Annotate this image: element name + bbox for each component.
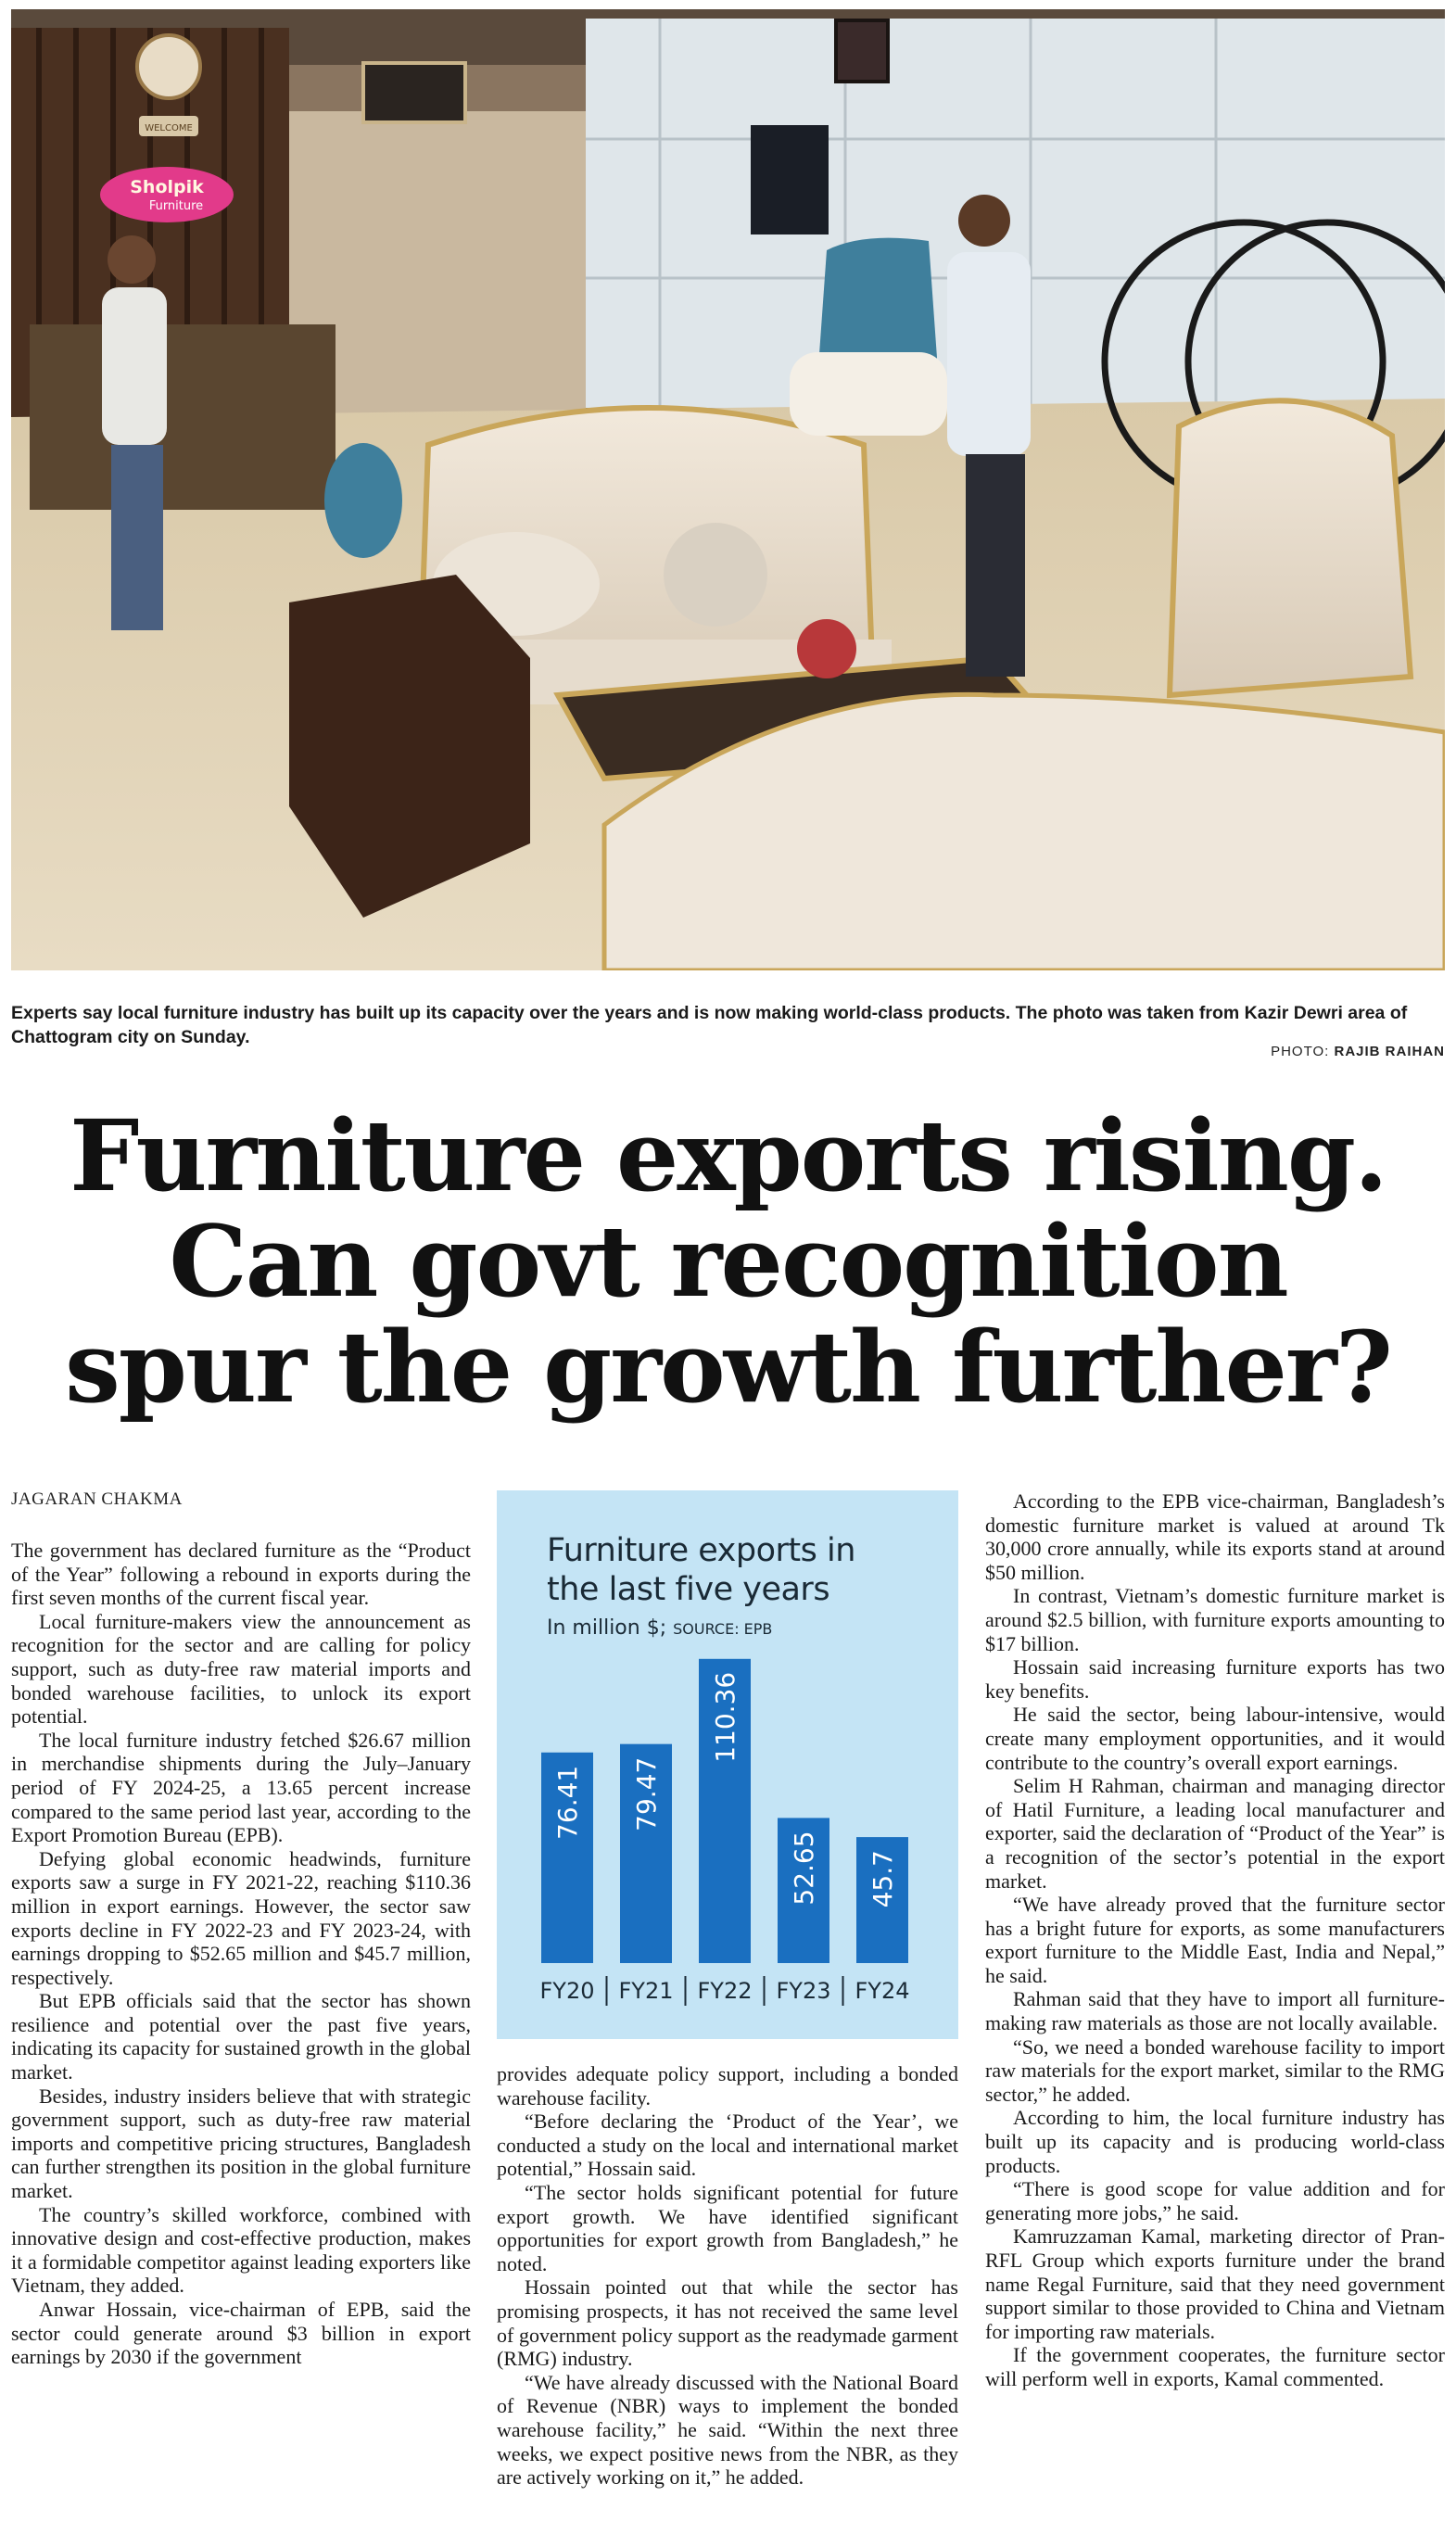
paragraph: According to him, the local furniture industry has built up its capacity and is producing world-class products. — [985, 2106, 1445, 2177]
paragraph: Anwar Hossain, vice-chairman of EPB, said the sector could generate around $3 billion in export earnings by 2030 if the government — [11, 2298, 471, 2369]
paragraph: Local furniture-makers view the announcement as recognition for the sector and are calling for policy support, such as duty-free raw material imports and bonded warehouse facilities, to unlock its export potential. — [11, 1609, 471, 1729]
bar-value-label: 110.36 — [710, 1671, 741, 1763]
bar-value-label: 79.47 — [631, 1756, 662, 1831]
chart-unit-label: In million $; — [547, 1616, 667, 1640]
paragraph: The government has declared furniture as the “Product of the Year” following a rebound in exports during the first seven months of the current fiscal year. — [11, 1539, 471, 1610]
paragraph: Rahman said that they have to import all furniture-making raw materials as those are not locally available. — [985, 1987, 1445, 2035]
paragraph: Hossain said increasing furniture exports has two key benefits. — [985, 1655, 1445, 1703]
store-brand-text: Sholpik — [130, 177, 204, 197]
photo-credit-name: RAJIB RAIHAN — [1334, 1044, 1445, 1059]
chart-source-label: SOURCE: EPB — [673, 1620, 773, 1638]
paragraph: “So, we need a bonded warehouse facility to import raw materials for the export market, similar to the RMG sector,” he added. — [985, 2034, 1445, 2106]
paragraph: He said the sector, being labour-intensive, would create many employment opportunities, and it would contribute to the country’s overall export earnings. — [985, 1703, 1445, 1774]
article-column-3 — [985, 1489, 1445, 2391]
bar-value-label: 52.65 — [789, 1831, 819, 1906]
exports-chart-panel — [497, 1490, 958, 2039]
store-brand-sub-text: Furniture — [148, 199, 204, 213]
x-tick-label: FY23 — [776, 1978, 831, 2004]
paragraph: According to the EPB vice-chairman, Bangladesh’s domestic furniture market is valued at around Tk 30,000 crore annually, while its exports stand at around $50 million. — [985, 1489, 1445, 1584]
paragraph: “We have already proved that the furniture sector has a bright future for exports, as some manufacturers export furniture to the Middle East, India and Nepal,” he said. — [985, 1893, 1445, 1987]
headline-line-1: Furniture exports rising. — [70, 1097, 1386, 1213]
article-column-2 — [497, 2062, 958, 2490]
article-column-1 — [11, 1539, 471, 2369]
chart-title-line-2: the last five years — [547, 1571, 830, 1608]
paragraph: If the government cooperates, the furniture sector will perform well in exports, Kamal commented. — [985, 2343, 1445, 2390]
paragraph: provides adequate policy support, including a bonded warehouse facility. — [497, 2062, 958, 2110]
headline-line-3: spur the growth further? — [65, 1309, 1391, 1425]
paragraph: Kamruzzaman Kamal, marketing director of Pran-RFL Group which exports furniture under the brand name Regal Furniture, said that they need government support similar to those provided to China and Vietnam for importing raw materials. — [985, 2224, 1445, 2343]
paragraph: Hossain pointed out that while the sector has promising prospects, it has not received the same level of government policy support as the readymade garment (RMG) industry. — [497, 2275, 958, 2371]
welcome-sign-text: WELCOME — [145, 123, 193, 133]
paragraph: “There is good scope for value addition and for generating more jobs,” he said. — [985, 2177, 1445, 2224]
paragraph: “Before declaring the ‘Product of the Year’, we conducted a study on the local and international market potential,” Hossain said. — [497, 2110, 958, 2181]
paragraph: The country’s skilled workforce, combined with innovative design and cost-effective production, makes it a formidable competitor against leading exporters like Vietnam, they added. — [11, 2202, 471, 2298]
showroom-photo-art — [11, 9, 1445, 970]
showroom-photo — [11, 9, 1445, 970]
paragraph: In contrast, Vietnam’s domestic furniture market is around $2.5 billion, with furniture exports amounting to $17 billion. — [985, 1584, 1445, 1655]
x-tick-label: FY20 — [539, 1978, 595, 2004]
paragraph: Defying global economic headwinds, furniture exports saw a surge in FY 2021-22, reaching $110.36 million in export earnings. However, the sector saw exports decline in FY 2022-23 and FY 2023-24, with earnings dropping to $52.65 million and $45.7 million, respectively. — [11, 1846, 471, 1989]
bar-chart — [497, 1490, 958, 2039]
headline — [11, 1097, 1445, 1425]
paragraph: But EPB officials said that the sector has shown resilience and potential over the past five years, indicating its capacity for sustained growth in the global market. — [11, 1989, 471, 2084]
headline-line-2: Can govt recognition — [169, 1203, 1287, 1319]
paragraph: “The sector holds significant potential for future export growth. We have identified significant opportunities for export growth from Bangladesh,” he noted. — [497, 2180, 958, 2275]
x-tick-label: FY21 — [618, 1978, 674, 2004]
paragraph: The local furniture industry fetched $26.67 million in merchandise shipments during the July–January period of FY 2024-25, a 13.65 percent increase compared to the same period last year, according to the Export Promotion Bureau (EPB). — [11, 1728, 471, 1847]
photo-credit — [1271, 1044, 1445, 1059]
paragraph: Selim H Rahman, chairman and managing director of Hatil Furniture, a leading local manufacturer and exporter, said the declaration of “Product of the Year” is a recognition of the sector’s potential in the export market. — [985, 1774, 1445, 1893]
paragraph: “We have already discussed with the National Board of Revenue (NBR) ways to implement the bonded warehouse facility,” he said. “Within the next three weeks, we expect positive news from the NBR, as they are actively working on it,” he added. — [497, 2370, 958, 2490]
bar-value-label: 76.41 — [552, 1765, 583, 1840]
bar-value-label: 45.7 — [867, 1850, 898, 1908]
paragraph: Besides, industry insiders believe that with strategic government support, such as duty-free raw material imports and competitive pricing structures, Bangladesh can further strengthen its position in the global furniture market. — [11, 2084, 471, 2203]
person-left — [102, 235, 167, 630]
photo-caption: Experts say local furniture industry has built up its capacity over the years and is now making world-class products. The photo was taken from Kazir Dewri area of Chattogram city on Sunday. — [11, 1003, 1408, 1047]
chart-title-line-1: Furniture exports in — [547, 1532, 855, 1569]
byline: JAGARAN CHAKMA — [11, 1489, 183, 1509]
x-tick-label: FY22 — [697, 1978, 753, 2004]
x-tick-label: FY24 — [855, 1978, 910, 2004]
photo-credit-label: PHOTO: — [1271, 1044, 1330, 1059]
